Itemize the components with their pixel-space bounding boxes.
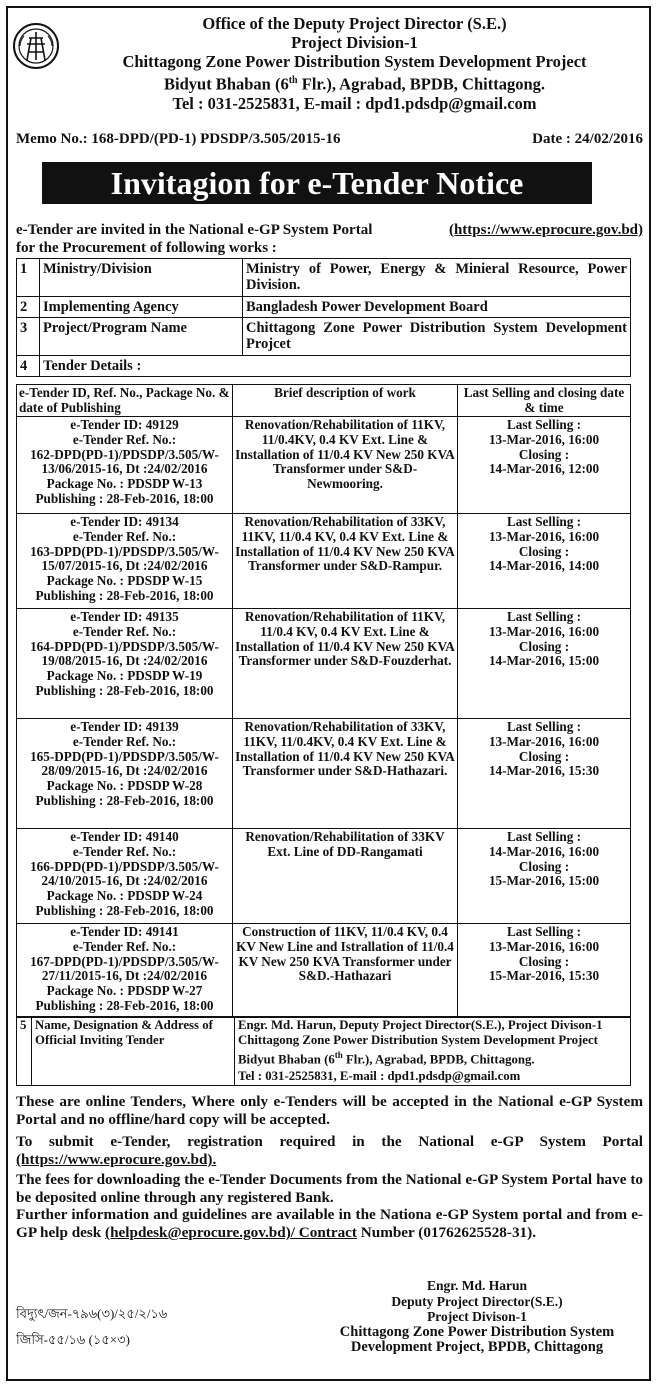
info-row-number: 5: [17, 1017, 32, 1086]
signatory-division: Project Divison-1: [427, 1309, 527, 1324]
tender-dates-cell: [458, 829, 631, 924]
tender-ref: 165-DPD(PD-1)/PDSDP/3.505/W-28/09/2015-16, Dt :24/02/2016: [30, 748, 219, 779]
col-header-id: e-Tender ID, Ref. No., Package No. & date of Publishing: [17, 385, 233, 417]
helpdesk-link[interactable]: (helpdesk@eprocure.gov.bd)/ Contract: [105, 1224, 357, 1241]
tender-id-cell: [17, 924, 233, 1018]
closing-label: Closing :: [518, 858, 570, 874]
tender-description: Renovation/Rehabilitation of 11KV, 11/0.4 KV, 0.4 KV Ext. Line & Installation of 11/0.4 KV New 250 KVA Transformer under S&D-Fouzderhat.: [233, 609, 458, 719]
tender-details-label: Tender Details :: [40, 356, 631, 377]
memo-number: Memo No.: 168-DPD/(PD-1) PDSDP/3.505/2015-16: [16, 131, 341, 147]
tender-id-cell: [17, 417, 233, 514]
header-project: Chittagong Zone Power Distribution System Development Project: [122, 52, 587, 71]
memo-date: Date : 24/02/2016: [532, 131, 643, 147]
tender-publishing: Publishing : 28-Feb-2016, 18:00: [35, 792, 214, 808]
info-row-number: 3: [17, 318, 40, 356]
tender-ref-label: e-Tender Ref. No.:: [72, 431, 177, 447]
closing-label: Closing :: [518, 953, 570, 969]
header-contact: Tel : 031-2525831, E-mail : dpd1.pdsdp@gmail.com: [172, 93, 537, 113]
header-division: Project Division-1: [291, 33, 418, 52]
tender-dates-cell: [458, 417, 631, 514]
header-office: Office of the Deputy Project Director (S.E.): [202, 14, 507, 33]
closing-label: Closing :: [518, 446, 570, 462]
tender-ref: 167-DPD(PD-1)/PDSDP/3.505/W-27/11/2015-16, Dt :24/02/2016: [30, 953, 219, 984]
official-details: [235, 1017, 631, 1086]
tender-package: Package No. : PDSDP W-27: [46, 983, 203, 999]
tender-ref: 164-DPD(PD-1)/PDSDP/3.505/W-19/08/2015-16, Dt :24/02/2016: [30, 638, 219, 669]
tender-publishing: Publishing : 28-Feb-2016, 18:00: [35, 490, 214, 506]
tender-ref-label: e-Tender Ref. No.:: [72, 733, 177, 749]
publication-ref: বিদ্যুৎ/জন-৭৯৬(৩)/২৫/২/১৬: [16, 1306, 168, 1321]
tender-ref-label: e-Tender Ref. No.:: [72, 938, 177, 954]
address-sup: th: [334, 1050, 343, 1060]
tender-row: [17, 609, 631, 719]
closing-label: Closing :: [518, 638, 570, 654]
tender-ref: 166-DPD(PD-1)/PDSDP/3.505/W-24/10/2015-16, Dt :24/02/2016: [30, 858, 219, 889]
last-selling-label: Last Selling :: [506, 829, 581, 844]
info-row-value: Chittagong Zone Power Distribution System Development Projcet: [243, 318, 631, 356]
tender-row: [17, 719, 631, 829]
tender-dates-cell: [458, 514, 631, 609]
official-address: [238, 1048, 627, 1067]
last-selling-label: Last Selling :: [506, 924, 581, 939]
tender-id: e-Tender ID: 49141: [70, 924, 179, 939]
tender-ref-label: e-Tender Ref. No.:: [72, 623, 177, 639]
tender-details-table: [16, 384, 631, 1018]
office-header: [60, 14, 649, 113]
info-row: [17, 356, 631, 377]
inviting-official-table: [16, 1016, 631, 1086]
tender-publishing: Publishing : 28-Feb-2016, 18:00: [35, 682, 214, 698]
signatory-title: Deputy Project Director(S.E.): [391, 1293, 563, 1309]
tender-description: Renovation/Rehabilitation of 11KV, 11/0.4KV, 0.4 KV Ext. Line & Installation of 11/0.4 KV New 250 KVA Transformer under S&D-Newmooring.: [233, 417, 458, 514]
tender-dates-cell: [458, 924, 631, 1018]
paragraph-online-tenders: These are online Tenders, Where only e-Tenders will be accepted in the National e-GP System Portal and no offline/hard copy will be accepted.: [16, 1093, 643, 1128]
col-header-dates: Last Selling and closing date & time: [458, 385, 631, 417]
bpdb-logo-icon: [12, 22, 60, 70]
intro-text: [16, 221, 643, 257]
tender-row: [17, 924, 631, 1018]
registration-link[interactable]: (https://www.eprocure.gov.bd).: [16, 1151, 217, 1168]
official-project: Chittagong Zone Power Distribution System Development Project: [238, 1033, 598, 1047]
tender-package: Package No. : PDSDP W-13: [46, 476, 203, 492]
tender-description: Renovation/Rehabilitation of 33KV, 11KV, 11/0.4KV, 0.4 KV Ext. Line & Installation of 11/0.4 KV New 250 KVA Transformer under S&D-Hathazari.: [233, 719, 458, 829]
tender-description: Construction of 11KV, 11/0.4 KV, 0.4 KV New Line and Istrallation of 11/0.4 KV New 250 KVA Transformer under S&D.-Hathazari: [233, 924, 458, 1018]
info-row-number: 2: [17, 297, 40, 318]
info-row-value: Bangladesh Power Development Board: [243, 297, 631, 318]
info-row-number: 1: [17, 259, 40, 297]
tender-id: e-Tender ID: 49135: [70, 609, 179, 624]
info-row: [17, 259, 631, 297]
info-row-label: Ministry/Division: [40, 259, 243, 297]
publication-ref: জিসি-৫৫/১৬ (১৫×৩): [16, 1332, 130, 1347]
last-selling-date: 14-Mar-2016, 16:00: [488, 843, 600, 859]
closing-date: 15-Mar-2016, 15:30: [488, 968, 600, 984]
tender-row: [17, 514, 631, 609]
tender-id: e-Tender ID: 49140: [70, 829, 179, 844]
last-selling-label: Last Selling :: [506, 609, 581, 624]
info-row: [17, 318, 631, 356]
tender-id: e-Tender ID: 49134: [70, 514, 179, 529]
tender-description: Renovation/Rehabilitation of 33KV Ext. Line of DD-Rangamati: [233, 829, 458, 924]
info-row-label: Name, Designation & Address of Official Inviting Tender: [32, 1017, 235, 1086]
tender-ref-label: e-Tender Ref. No.:: [72, 528, 177, 544]
intro-line1: e-Tender are invited in the National e-GP System Portal: [16, 222, 373, 238]
official-contact: Tel : 031-2525831, E-mail : dpd1.pdsdp@gmail.com: [238, 1069, 521, 1084]
tender-id-cell: [17, 719, 233, 829]
col-header-description: Brief description of work: [233, 385, 458, 417]
tender-ref: 162-DPD(PD-1)/PDSDP/3.505/W-13/06/2015-16, Dt :24/02/2016: [30, 446, 219, 477]
signature-block: [327, 1278, 627, 1356]
tender-id: e-Tender ID: 49129: [70, 417, 179, 432]
closing-date: 14-Mar-2016, 15:30: [488, 763, 600, 779]
notice-title-banner: Invitagion for e-Tender Notice: [42, 162, 592, 204]
info-row: [17, 1017, 631, 1086]
paragraph-registration: [16, 1133, 643, 1169]
signatory-name: Engr. Md. Harun: [426, 1278, 528, 1293]
closing-date: 14-Mar-2016, 14:00: [488, 558, 600, 574]
tender-package: Package No. : PDSDP W-24: [46, 888, 203, 904]
last-selling-date: 13-Mar-2016, 16:00: [488, 623, 600, 639]
tender-publishing: Publishing : 28-Feb-2016, 18:00: [35, 587, 214, 603]
info-row-value: Ministry of Power, Energy & Minieral Resource, Power Division.: [243, 259, 631, 297]
tender-description: Renovation/Rehabilitation of 33KV, 11KV, 11/0.4 KV, 0.4 KV Ext. Line & Installation of 11/0.4 KV New 250 KVA Transformer under S&D-Rampur.: [233, 514, 458, 609]
tender-ref: 163-DPD(PD-1)/PDSDP/3.505/W-15/07/2015-16, Dt :24/02/2016: [30, 543, 219, 574]
tender-dates-cell: [458, 609, 631, 719]
tender-package: Package No. : PDSDP W-19: [46, 668, 203, 684]
closing-label: Closing :: [518, 748, 570, 764]
info-row-label: Project/Program Name: [40, 318, 243, 356]
tender-table-header: [17, 385, 631, 417]
paragraph-helpdesk: [16, 1206, 643, 1242]
signatory-project: Chittagong Zone Power Distribution System: [339, 1323, 615, 1340]
closing-label: Closing :: [518, 543, 570, 559]
tender-ref-label: e-Tender Ref. No.:: [72, 843, 177, 859]
tender-package: Package No. : PDSDP W-15: [46, 573, 203, 589]
last-selling-date: 13-Mar-2016, 16:00: [488, 733, 600, 749]
address-part: Bidyut Bhaban (6: [238, 1052, 335, 1067]
info-row-number: 4: [17, 356, 40, 377]
last-selling-label: Last Selling :: [506, 514, 581, 529]
intro-line2: for the Procurement of following works :: [16, 240, 277, 256]
tender-id-cell: [17, 514, 233, 609]
tender-row: [17, 829, 631, 924]
signatory-project: Development Project, BPDB, Chittagong: [350, 1339, 604, 1355]
tender-publishing: Publishing : 28-Feb-2016, 18:00: [35, 997, 214, 1013]
tender-id: e-Tender ID: 49139: [70, 719, 179, 734]
helpdesk-text: Further information and guidelines are available in the Nationa e-GP System portal and from e-GP help desk: [16, 1206, 643, 1241]
registration-text: To submit e-Tender, registration required in the National e-GP System Portal: [16, 1133, 643, 1150]
tender-id-cell: [17, 609, 233, 719]
helpdesk-number: Number (01762625528-31).: [360, 1224, 536, 1241]
tender-publishing: Publishing : 28-Feb-2016, 18:00: [35, 902, 214, 918]
memo-row: [16, 131, 643, 148]
paragraph-fees: The fees for downloading the e-Tender Documents from the National e-GP System Portal have to be deposited online through any registered Bank.: [16, 1171, 643, 1206]
info-row-label: Implementing Agency: [40, 297, 243, 318]
tender-info-table: [16, 258, 631, 377]
eprocure-link[interactable]: (https://www.eprocure.gov.bd): [448, 222, 643, 238]
last-selling-date: 13-Mar-2016, 16:00: [488, 528, 600, 544]
last-selling-label: Last Selling :: [506, 417, 581, 432]
tender-package: Package No. : PDSDP W-28: [46, 778, 203, 794]
closing-date: 14-Mar-2016, 15:00: [488, 653, 600, 669]
closing-date: 14-Mar-2016, 12:00: [488, 461, 600, 477]
closing-date: 15-Mar-2016, 15:00: [488, 873, 600, 889]
official-name: Engr. Md. Harun, Deputy Project Director(S.E.), Project Divison-1: [238, 1018, 603, 1032]
last-selling-label: Last Selling :: [506, 719, 581, 734]
header-address: Bidyut Bhaban (6th Flr.), Agrabad, BPDB, Chittagong.: [164, 74, 545, 94]
tender-id-cell: [17, 829, 233, 924]
address-part: Flr.), Agrabad, BPDB, Chittagong.: [342, 1052, 535, 1067]
tender-row: [17, 417, 631, 514]
info-row: [17, 297, 631, 318]
last-selling-date: 13-Mar-2016, 16:00: [488, 431, 600, 447]
tender-dates-cell: [458, 719, 631, 829]
last-selling-date: 13-Mar-2016, 16:00: [488, 938, 600, 954]
